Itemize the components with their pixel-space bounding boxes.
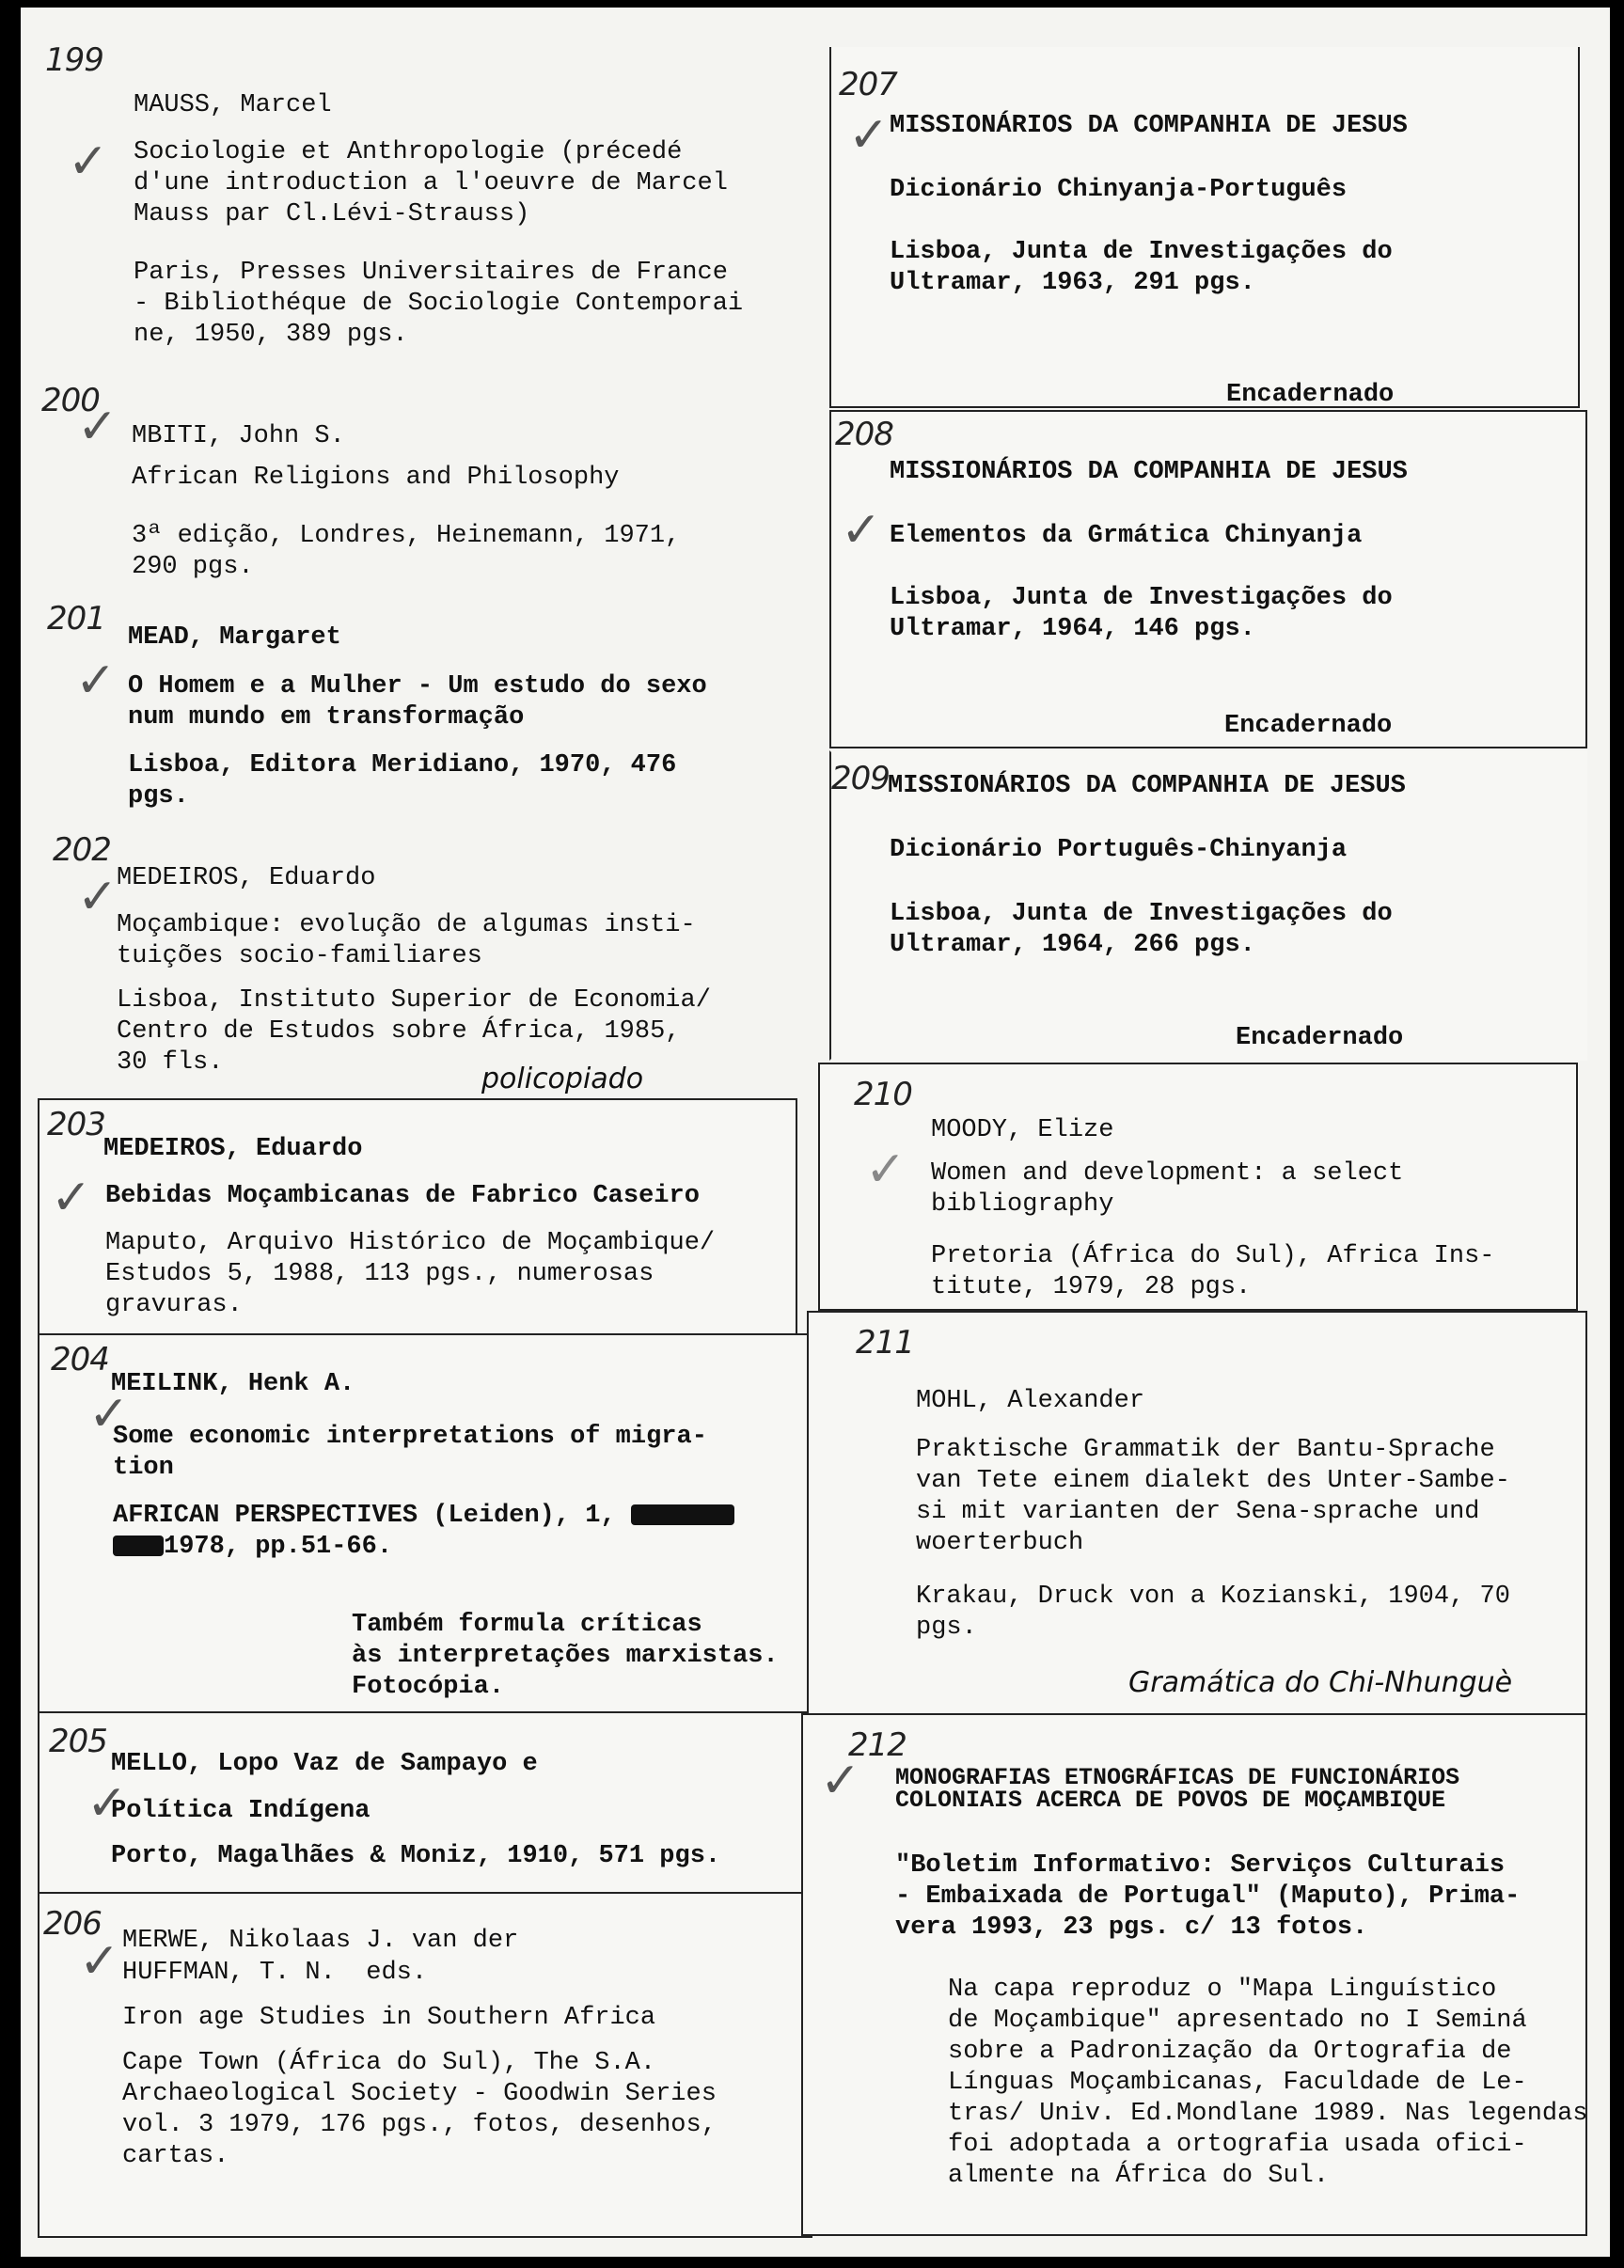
entry-title-line: Women and development: a select (931, 1159, 1404, 1188)
entry-title-line: num mundo em transformação (128, 703, 525, 732)
entry-pub-line: Lisboa, Editora Meridiano, 1970, 476 (128, 751, 677, 780)
entry-title-line: Política Indígena (111, 1797, 371, 1825)
entry-title-line: Moçambique: evolução de algumas insti- (117, 911, 696, 939)
entry-pub-line: Porto, Magalhães & Moniz, 1910, 571 pgs. (111, 1842, 721, 1870)
entry-title-line: woerterbuch (916, 1529, 1084, 1557)
entry-pub-line: ne, 1950, 389 pgs. (134, 321, 408, 349)
entry-author: MAUSS, Marcel (134, 91, 332, 119)
entry-number: 212 (848, 1726, 907, 1764)
entry-pub-line (113, 1532, 392, 1563)
entry-author: MISSIONÁRIOS DA COMPANHIA DE JESUS (888, 772, 1406, 800)
entry-pub-line: Pretoria (África do Sul), Africa Ins- (931, 1242, 1495, 1270)
entry-title-line: Bebidas Moçambicanas de Fabrico Caseiro (105, 1182, 700, 1210)
entry-note: Encadernado (1224, 712, 1393, 740)
entry-number: 208 (835, 416, 893, 453)
entry-pub-line: Ultramar, 1963, 291 pgs. (890, 269, 1255, 297)
checkmark-icon: ✓ (88, 1386, 130, 1442)
entry-title-line: Mauss par Cl.Lévi-Strauss) (134, 200, 530, 228)
entry-author: MEDEIROS, Eduardo (103, 1135, 363, 1163)
entry-note-line: Na capa reproduz o "Mapa Linguístico (948, 1976, 1497, 2004)
entry-pub-line: Krakau, Druck von a Kozianski, 1904, 70 (916, 1583, 1510, 1611)
entry-pub-line: Paris, Presses Universitaires de France (134, 259, 728, 287)
handwritten-note: Gramática do Chi-Nhunguè (1128, 1666, 1513, 1699)
entry-title-line: African Religions and Philosophy (132, 464, 620, 492)
entry-pub-line: Ultramar, 1964, 146 pgs. (890, 615, 1255, 643)
entry-author: MEILINK, Henk A. (111, 1370, 355, 1398)
entry-pub-line: titute, 1979, 28 pgs. (931, 1273, 1252, 1301)
entry-pub-line: Lisboa, Junta de Investigações do (890, 238, 1393, 266)
entry-pub-line (113, 1501, 734, 1532)
checkmark-icon: ✓ (51, 1170, 92, 1226)
entry-number: 202 (53, 831, 111, 869)
entry-author: COLONIAIS ACERCA DE POVOS DE MOÇAMBIQUE (895, 1787, 1446, 1814)
entry-pub-line: pgs. (916, 1614, 977, 1642)
entry-title-line: "Boletim Informativo: Serviços Culturais (895, 1851, 1506, 1880)
entry-title-line: vera 1993, 23 pgs. c/ 13 fotos. (895, 1914, 1368, 1942)
entry-author: MBITI, John S. (132, 422, 345, 450)
entry-number: 205 (49, 1723, 107, 1760)
entry-number: 209 (831, 760, 890, 797)
entry-author: HUFFMAN, T. N. eds. (122, 1959, 428, 1987)
entry-pub-line: 30 fls. (117, 1048, 224, 1077)
entry-author: MONOGRAFIAS ETNOGRÁFICAS DE FUNCIONÁRIOS (895, 1764, 1460, 1791)
entry-number: 211 (856, 1324, 914, 1362)
entry-author: MEDEIROS, Eduardo (117, 864, 376, 892)
entry-number: 206 (43, 1905, 102, 1943)
entry-pub-line: Cape Town (África do Sul), The S.A. (122, 2049, 656, 2077)
entry-author: MOHL, Alexander (916, 1387, 1145, 1415)
entry-pub-text: AFRICAN PERSPECTIVES (Leiden), 1, (113, 1502, 616, 1530)
checkmark-icon: ✓ (68, 134, 109, 190)
redaction-mark (113, 1536, 164, 1556)
entry-author: MOODY, Elize (931, 1116, 1114, 1144)
entry-note-line: às interpretações marxistas. (352, 1642, 779, 1670)
entry-number: 200 (41, 382, 100, 419)
entry-pub-line: Lisboa, Junta de Investigações do (890, 900, 1393, 928)
handwritten-note: policopiado (481, 1063, 644, 1095)
entry-note-line: tras/ Univ. Ed.Mondlane 1989. Nas legendas (948, 2100, 1588, 2128)
checkmark-icon: ✓ (75, 653, 117, 709)
entry-pub-line: Lisboa, Junta de Investigações do (890, 584, 1393, 612)
entry-pub-line: Maputo, Arquivo Histórico de Moçambique/ (105, 1229, 716, 1257)
entry-author: MISSIONÁRIOS DA COMPANHIA DE JESUS (890, 112, 1408, 140)
entry-title-line: si mit varianten der Sena-sprache und (916, 1498, 1480, 1526)
catalog-card (829, 47, 1580, 408)
entry-note-line: de Moçambique" apresentado no I Seminá (948, 2007, 1527, 2035)
entry-pub-line: pgs. (128, 782, 189, 811)
catalog-page (21, 8, 1610, 2257)
entry-title-line: - Embaixada de Portugal" (Maputo), Prima- (895, 1882, 1521, 1911)
checkmark-icon: ✓ (87, 1775, 128, 1832)
entry-pub-line: 3ª edição, Londres, Heinemann, 1971, (132, 522, 681, 550)
entry-title-line: tuições socio-familiares (117, 942, 482, 970)
checkmark-icon: ✓ (841, 502, 882, 559)
entry-title-line: Praktische Grammatik der Bantu-Sprache (916, 1436, 1495, 1464)
entry-author: MELLO, Lopo Vaz de Sampayo e (111, 1750, 538, 1778)
entry-note-line: Também formula críticas (352, 1611, 702, 1639)
entry-title-line: bibliography (931, 1190, 1114, 1219)
entry-pub-line: cartas. (122, 2142, 229, 2170)
entry-note-line: Fotocópia. (352, 1673, 505, 1701)
entry-note-line: sobre a Padronização da Ortografia de (948, 2038, 1512, 2066)
checkmark-icon: ✓ (77, 869, 118, 925)
redaction-mark (631, 1504, 734, 1525)
entry-note: Encadernado (1236, 1024, 1404, 1052)
entry-note: Encadernado (1226, 381, 1395, 409)
entry-number: 207 (839, 66, 897, 103)
checkmark-icon: ✓ (865, 1142, 907, 1198)
entry-title-line: d'une introduction a l'oeuvre de Marcel (134, 169, 728, 197)
entry-pub-line: Ultramar, 1964, 266 pgs. (890, 931, 1255, 959)
entry-title-line: Elementos da Grmática Chinyanja (890, 522, 1363, 550)
checkmark-icon: ✓ (77, 399, 118, 455)
entry-pub-line: Estudos 5, 1988, 113 pgs., numerosas (105, 1260, 654, 1288)
entry-number: 201 (47, 600, 105, 638)
entry-pub-line: Lisboa, Instituto Superior de Economia/ (117, 986, 711, 1015)
checkmark-icon: ✓ (820, 1753, 861, 1809)
entry-title-line: Sociologie et Anthropologie (précedé (134, 138, 683, 166)
entry-number: 203 (47, 1106, 105, 1143)
checkmark-icon: ✓ (848, 107, 890, 164)
entry-title-line: Some economic interpretations of migra- (113, 1423, 707, 1451)
entry-pub-line: - Bibliothéque de Sociologie Contemporai (134, 290, 744, 318)
entry-title-line: Iron age Studies in Southern Africa (122, 2004, 656, 2032)
entry-pub-line: 290 pgs. (132, 553, 254, 581)
entry-note-line: almente na África do Sul. (948, 2162, 1330, 2190)
entry-number: 210 (854, 1076, 912, 1113)
entry-author: MISSIONÁRIOS DA COMPANHIA DE JESUS (890, 458, 1408, 486)
entry-note-line: foi adoptada a ortografia usada ofici- (948, 2131, 1527, 2159)
entry-number: 204 (51, 1341, 109, 1378)
entry-title-line: tion (113, 1454, 174, 1482)
entry-pub-text: 1978, pp.51-66. (164, 1533, 393, 1561)
entry-note-line: Línguas Moçambicanas, Faculdade de Le- (948, 2069, 1527, 2097)
checkmark-icon: ✓ (79, 1933, 120, 1990)
entry-pub-line: vol. 3 1979, 176 pgs., fotos, desenhos, (122, 2111, 717, 2139)
entry-pub-line: Archaeological Society - Goodwin Series (122, 2080, 717, 2108)
entry-title-line: Dicionário Português-Chinyanja (890, 836, 1348, 864)
entry-title-line: van Tete einem dialekt des Unter-Sambe- (916, 1467, 1510, 1495)
entry-title-line: O Homem e a Mulher - Um estudo do sexo (128, 672, 707, 701)
entry-pub-line: Centro de Estudos sobre África, 1985, (117, 1017, 681, 1046)
entry-number: 199 (45, 41, 103, 79)
entry-author: MERWE, Nikolaas J. van der (122, 1927, 519, 1955)
entry-title-line: Dicionário Chinyanja-Português (890, 176, 1348, 204)
entry-pub-line: gravuras. (105, 1291, 243, 1319)
entry-author: MEAD, Margaret (128, 623, 341, 652)
